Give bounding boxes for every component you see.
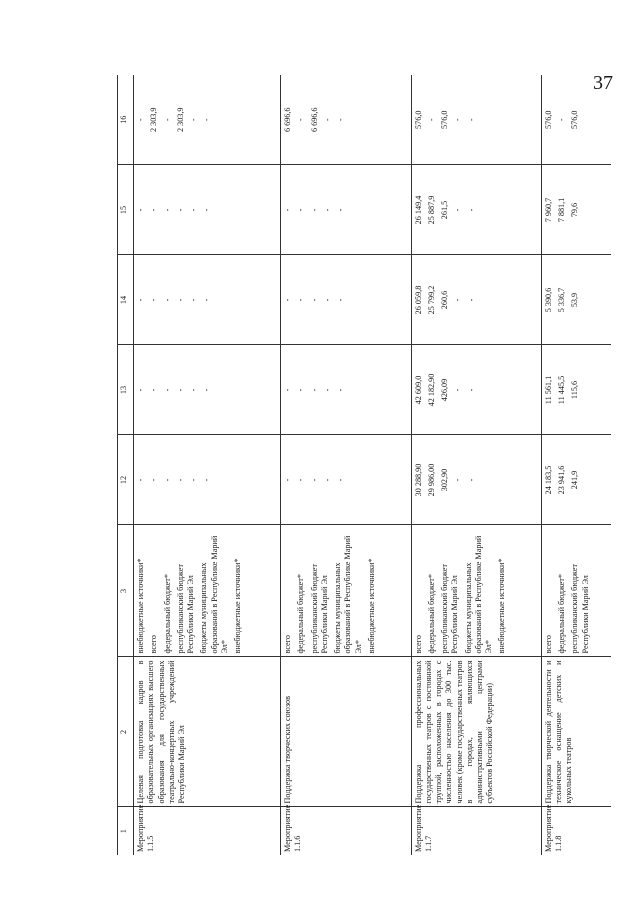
- amount-value: 5 390,6: [543, 287, 553, 313]
- header-row: [118, 75, 134, 855]
- amount-value: -: [162, 388, 172, 392]
- funding-source: бюджеты муниципальных образований в Республике Марий Эл*: [463, 535, 494, 654]
- value-cell-c13: [134, 345, 281, 435]
- funding-source: внебюджетные источники*: [233, 558, 242, 654]
- amount-value: -: [175, 478, 185, 482]
- amount-value: -: [322, 298, 332, 302]
- amount-value: -: [202, 208, 212, 212]
- table-row: [541, 75, 611, 855]
- amount-value: -: [453, 478, 463, 482]
- amount-value: -: [202, 118, 212, 122]
- sources-cell: [134, 525, 281, 657]
- funding-source: республиканский бюджет Республики Марий Эл: [309, 564, 329, 654]
- funding-source: федеральный бюджет*: [557, 574, 567, 654]
- amount-value: -: [136, 208, 145, 212]
- amount-value: 29 986,00: [426, 463, 436, 497]
- amount-value: -: [189, 388, 198, 392]
- col-header: 3: [118, 525, 134, 657]
- amount-value: 115,6: [570, 380, 580, 400]
- amount-value: -: [283, 478, 293, 482]
- amount-value: -: [162, 118, 172, 122]
- value-cell-c15: [281, 165, 411, 255]
- table-body: [134, 75, 612, 855]
- amount-value: -: [175, 208, 185, 212]
- funding-source: республиканский бюджет Республики Марий Эл: [570, 564, 590, 654]
- amount-value: 5 336,7: [557, 287, 567, 313]
- amount-value: -: [466, 298, 476, 302]
- amount-value: -: [453, 298, 463, 302]
- amount-value: -: [149, 388, 159, 392]
- col-header: 14: [118, 255, 134, 345]
- amount-value: -: [149, 478, 159, 482]
- value-cell-c14: [281, 255, 411, 345]
- value-cell-c15: [541, 165, 611, 255]
- col-header: 1: [118, 807, 134, 855]
- amount-value: -: [426, 118, 436, 122]
- funding-source: внебюджетные источники*: [136, 558, 145, 654]
- amount-value: 7 960,7: [543, 197, 553, 223]
- value-cell-c15: [134, 165, 281, 255]
- description-cell: Поддержка профессиональных государственных театров с постоянной труппой, расположенных в городах с численностью населения до 300 тыс. человек (кроме государственных театров в городах, являющихся административными центрами субъектов Российской Федерации): [411, 657, 541, 807]
- funding-source: бюджеты муниципальных образований в Республике Марий Эл*: [333, 535, 363, 654]
- value-cell-c12: [541, 435, 611, 525]
- amount-value: -: [202, 388, 212, 392]
- sources-cell: [411, 525, 541, 657]
- amount-value: -: [136, 388, 145, 392]
- funding-source: федеральный бюджет*: [426, 574, 436, 654]
- amount-value: -: [336, 118, 346, 122]
- amount-value: -: [557, 118, 567, 122]
- table-row: [281, 75, 411, 855]
- funding-source: республиканский бюджет Республики Марий Эл: [440, 564, 460, 654]
- value-cell-c12: [281, 435, 411, 525]
- activity-cell: Мероприятие 1.1.5: [136, 804, 156, 852]
- amount-value: 241,9: [570, 470, 580, 490]
- amount-value: 25 799,2: [426, 285, 436, 315]
- amount-value: -: [149, 208, 159, 212]
- value-cell-c13: [411, 345, 541, 435]
- amount-value: -: [466, 388, 476, 392]
- amount-value: 11 445,5: [557, 375, 567, 405]
- amount-value: -: [162, 298, 172, 302]
- amount-value: 576,0: [570, 110, 580, 129]
- col-header: 16: [118, 75, 134, 165]
- amount-value: 302,90: [440, 468, 450, 492]
- amount-value: -: [175, 388, 185, 392]
- funding-source: всего: [543, 635, 553, 654]
- amount-value: -: [453, 208, 463, 212]
- amount-value: -: [336, 208, 346, 212]
- value-cell-c15: [411, 165, 541, 255]
- amount-value: -: [149, 298, 159, 302]
- amount-value: 576,0: [413, 110, 423, 129]
- funding-source: внебюджетные источники*: [366, 558, 376, 654]
- funding-source: всего: [149, 635, 159, 654]
- amount-value: 576,0: [440, 110, 450, 129]
- amount-value: -: [136, 118, 145, 122]
- amount-value: -: [309, 298, 319, 302]
- rotated-table-container: [117, 75, 611, 855]
- amount-value: 79,6: [570, 202, 580, 218]
- amount-value: -: [296, 478, 306, 482]
- col-header: 12: [118, 435, 134, 525]
- amount-value: -: [202, 298, 212, 302]
- value-cell-c16: [541, 75, 611, 165]
- amount-value: 26 059,8: [413, 285, 423, 315]
- page-number: 37: [593, 72, 613, 94]
- amount-value: -: [466, 478, 476, 482]
- amount-value: -: [189, 478, 198, 482]
- value-cell-c16: [134, 75, 281, 165]
- description-cell: Поддержка творческих союзов: [281, 657, 411, 807]
- amount-value: -: [322, 118, 332, 122]
- description-cell: Целевая подготовка кадров в образовательных организациях высшего образования для государственных театрально-концертных учреждений Республики Марий Эл: [134, 657, 281, 807]
- amount-value: -: [162, 478, 172, 482]
- amount-value: 6 696,6: [283, 107, 293, 133]
- value-cell-c16: [281, 75, 411, 165]
- amount-value: 11 561,1: [543, 375, 553, 405]
- value-cell-c12: [411, 435, 541, 525]
- description-cell: Поддержка творческой деятельности и техническое оснащение детских и кукольных театров: [541, 657, 611, 807]
- funding-source: республиканский бюджет Республики Марий Эл: [175, 564, 195, 654]
- amount-value: -: [283, 208, 293, 212]
- funding-source: федеральный бюджет*: [162, 574, 172, 654]
- col-header: 13: [118, 345, 134, 435]
- amount-value: -: [136, 478, 145, 482]
- value-cell-c13: [541, 345, 611, 435]
- amount-value: -: [136, 298, 145, 302]
- amount-value: -: [322, 208, 332, 212]
- amount-value: 30 288,90: [413, 463, 423, 497]
- amount-value: 24 183,5: [543, 465, 553, 495]
- amount-value: -: [162, 208, 172, 212]
- amount-value: -: [309, 478, 319, 482]
- value-cell-c12: [134, 435, 281, 525]
- amount-value: -: [296, 118, 306, 122]
- amount-value: 260,6: [440, 290, 450, 310]
- amount-value: -: [453, 118, 463, 122]
- amount-value: 42 182,90: [426, 373, 436, 407]
- amount-value: 7 881,1: [557, 197, 567, 223]
- amount-value: -: [202, 478, 212, 482]
- funding-source: бюджеты муниципальных образований в Республике Марий Эл*: [199, 535, 229, 654]
- amount-value: 53,9: [570, 292, 580, 308]
- col-header: 15: [118, 165, 134, 255]
- amount-value: -: [466, 118, 476, 122]
- value-cell-c14: [541, 255, 611, 345]
- amount-value: -: [336, 388, 346, 392]
- activity-cell: Мероприятие 1.1.8: [541, 807, 611, 855]
- value-cell-c16: [411, 75, 541, 165]
- sources-cell: [281, 525, 411, 657]
- amount-value: -: [466, 208, 476, 212]
- amount-value: -: [309, 208, 319, 212]
- amount-value: 6 696,6: [309, 107, 319, 133]
- amount-value: -: [322, 388, 332, 392]
- amount-value: 2 303,9: [149, 107, 159, 133]
- activity-cell: Мероприятие 1.1.6: [281, 807, 411, 855]
- value-cell-c14: [411, 255, 541, 345]
- amount-value: -: [322, 478, 332, 482]
- amount-value: -: [283, 388, 293, 392]
- amount-value: -: [336, 478, 346, 482]
- value-cell-c14: [134, 255, 281, 345]
- amount-value: -: [453, 388, 463, 392]
- amount-value: 25 887,9: [426, 195, 436, 225]
- amount-value: 426,09: [440, 378, 450, 402]
- sources-cell: [541, 525, 611, 657]
- funding-source: внебюджетные источники*: [497, 558, 507, 654]
- amount-value: 42 609,0: [413, 375, 423, 405]
- amount-value: -: [189, 118, 198, 122]
- table-row: [134, 75, 281, 855]
- amount-value: -: [189, 298, 198, 302]
- amount-value: 261,5: [440, 200, 450, 220]
- budget-table: [117, 75, 611, 855]
- col-header: 2: [118, 657, 134, 807]
- funding-source: всего: [413, 635, 423, 654]
- amount-value: 2 303,9: [175, 107, 185, 133]
- amount-value: -: [296, 298, 306, 302]
- amount-value: -: [296, 208, 306, 212]
- amount-value: 23 941,6: [557, 465, 567, 495]
- value-cell-c13: [281, 345, 411, 435]
- funding-source: федеральный бюджет*: [296, 574, 306, 654]
- amount-value: -: [336, 298, 346, 302]
- amount-value: -: [296, 388, 306, 392]
- amount-value: -: [175, 298, 185, 302]
- amount-value: 26 149,4: [413, 195, 423, 225]
- amount-value: 576,0: [543, 110, 553, 129]
- table-row: [411, 75, 541, 855]
- amount-value: -: [189, 208, 198, 212]
- activity-cell: Мероприятие 1.1.7: [411, 807, 541, 855]
- amount-value: -: [283, 298, 293, 302]
- funding-source: всего: [283, 635, 293, 654]
- amount-value: -: [309, 388, 319, 392]
